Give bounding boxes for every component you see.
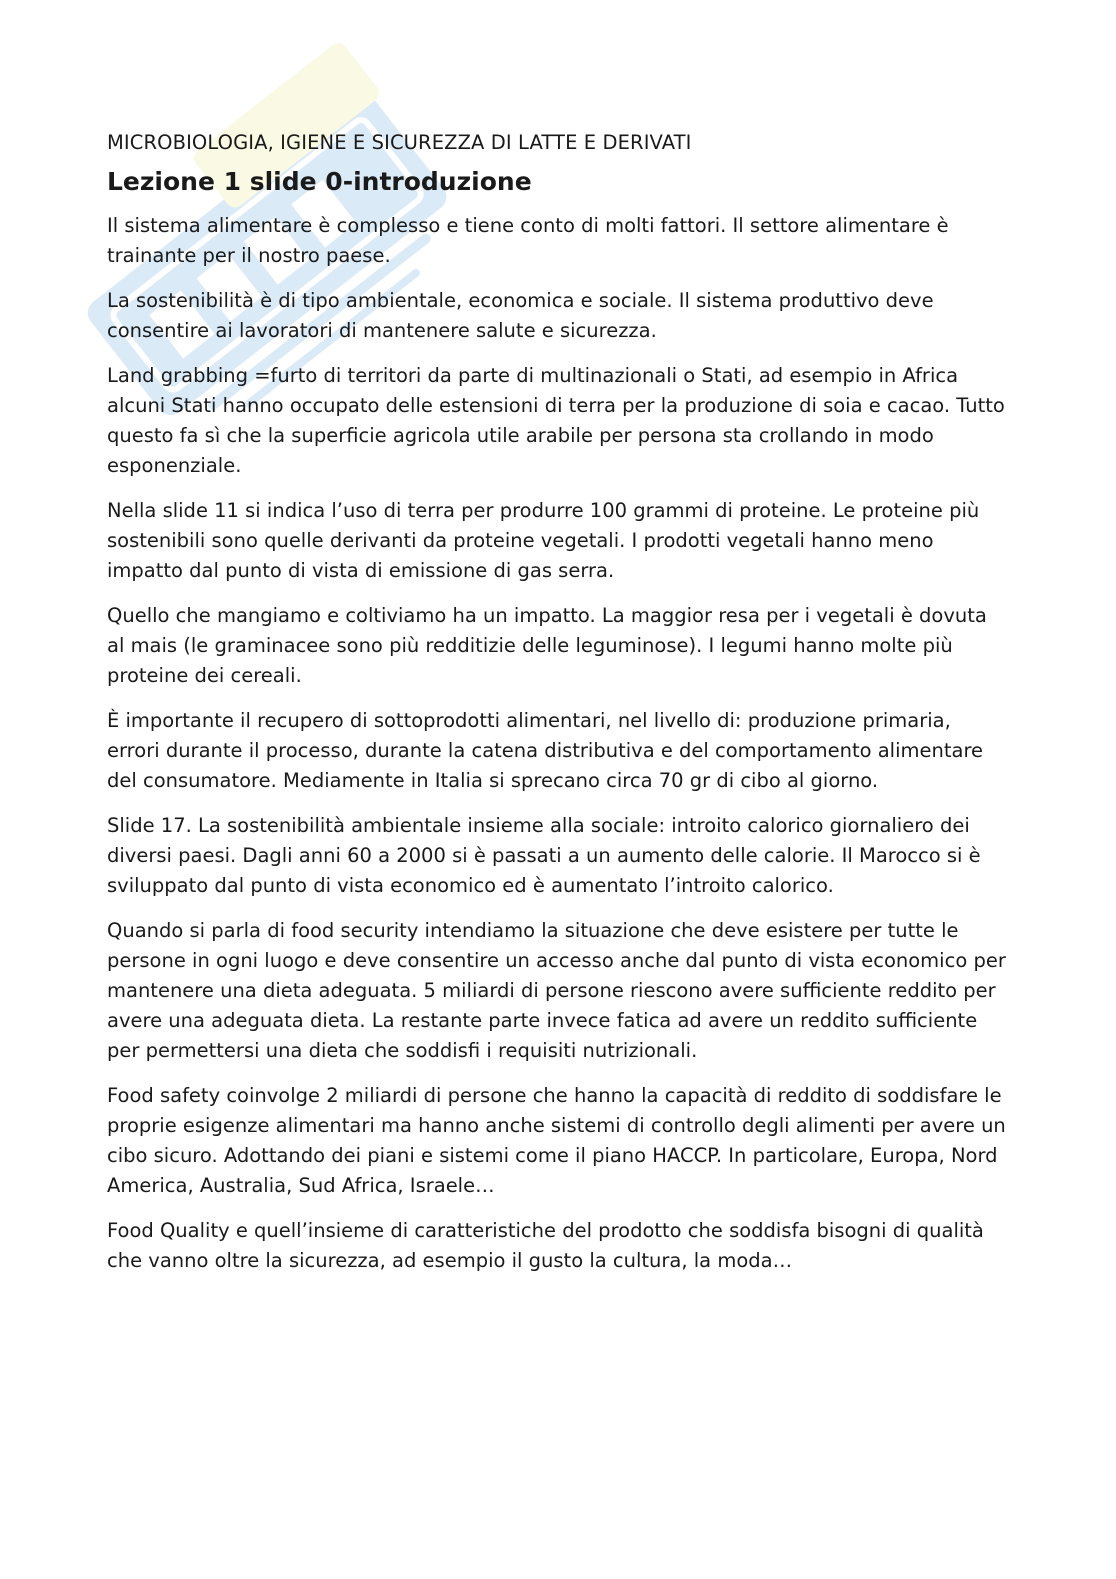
paragraph: La sostenibilità è di tipo ambientale, economica e sociale. Il sistema produttivo deve consentire ai lavoratori di mantenere salute e sicurezza. — [107, 289, 934, 342]
paragraph: Land grabbing =furto di territori da parte di multinazionali o Stati, ad esempio in Africa alcuni Stati hanno occupato delle estensioni di terra per la produzione di soia e cacao. Tutto questo fa sì che la superficie agricola utile arabile per persona sta crollando in modo esponenziale. — [107, 364, 1005, 477]
paragraph: Nella slide 11 si indica l’uso di terra per produrre 100 grammi di proteine. Le proteine più sostenibili sono quelle derivanti da proteine vegetali. I prodotti vegetali hanno meno impatto dal punto di vista di emissione di gas serra. — [107, 499, 980, 582]
paragraph: È importante il recupero di sottoprodotti alimentari, nel livello di: produzione primaria, errori durante il processo, durante la catena distributiva e del comportamento alimentare del consumatore. Mediamente in Italia si sprecano circa 70 gr di cibo al giorno. — [107, 709, 984, 792]
paragraph: Food safety coinvolge 2 miliardi di persone che hanno la capacità di reddito di soddisfare le proprie esigenze alimentari ma hanno anche sistemi di controllo degli alimenti per avere un cibo sicuro. Adottando dei piani e sistemi come il piano HACCP. In particolare, Europa, Nord America, Australia, Sud Africa, Israele… — [107, 1084, 1006, 1197]
document-title: MICROBIOLOGIA, IGIENE E SICUREZZA DI LATTE E DERIVATI — [107, 131, 692, 154]
document-body — [107, 128, 1007, 1291]
paragraph: Il sistema alimentare è complesso e tiene conto di molti fattori. Il settore alimentare è trainante per il nostro paese. — [107, 214, 949, 267]
lesson-heading: Lezione 1 slide 0-introduzione — [107, 167, 532, 196]
paragraph: Quello che mangiamo e coltiviamo ha un impatto. La maggior resa per i vegetali è dovuta al mais (le graminacee sono più redditizie delle leguminose). I legumi hanno molte più proteine dei cereali. — [107, 604, 987, 687]
paragraph: Food Quality e quell’insieme di caratteristiche del prodotto che soddisfa bisogni di qualità che vanno oltre la sicurezza, ad esempio il gusto la cultura, la moda… — [107, 1219, 984, 1272]
paragraph: Quando si parla di food security intendiamo la situazione che deve esistere per tutte le persone in ogni luogo e deve consentire un accesso anche dal punto di vista economico per mantenere una dieta adeguata. 5 miliardi di persone riescono avere sufficiente reddito per avere una adeguata dieta. La restante parte invece fatica ad avere un reddito sufficiente per permettersi una dieta che soddisfi i requisiti nutrizionali. — [107, 919, 1006, 1062]
paragraph: Slide 17. La sostenibilità ambientale insieme alla sociale: introito calorico giornaliero dei diversi paesi. Dagli anni 60 a 2000 si è passati a un aumento delle calorie. Il Marocco si è sviluppato dal punto di vista economico ed è aumentato l’introito calorico. — [107, 814, 981, 897]
